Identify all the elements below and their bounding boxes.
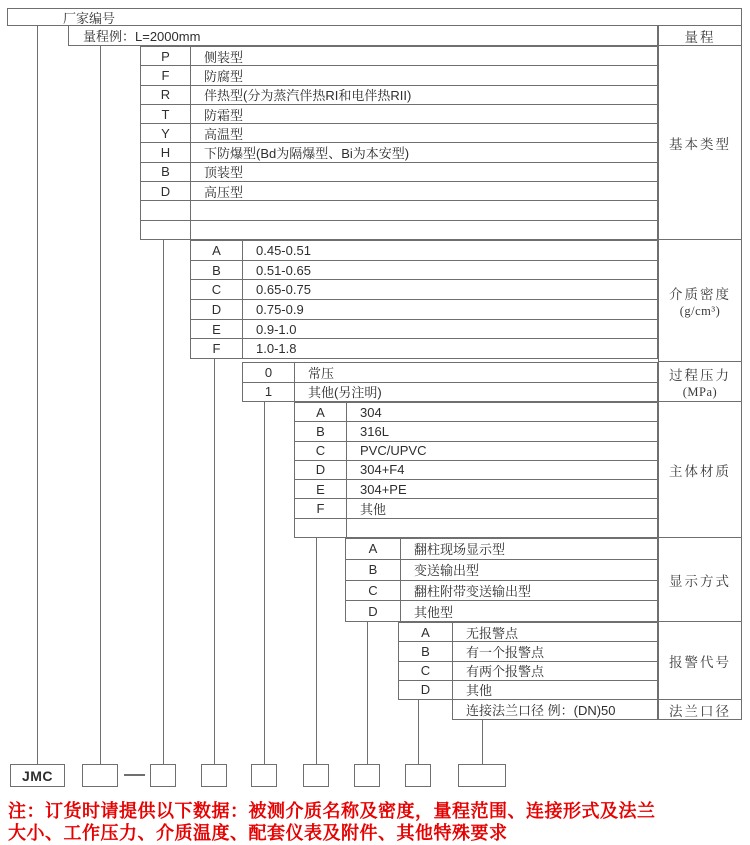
ordering-note-line1: 注：订货时请提供以下数据：被测介质名称及密度，量程范围、连接形式及法兰 [8, 801, 656, 821]
option-row [191, 260, 657, 280]
dash-separator [124, 774, 145, 776]
option-code: E [191, 320, 243, 339]
option-code: D [141, 182, 191, 200]
code-box-range [82, 764, 118, 787]
option-desc: 其他(另注明) [308, 385, 382, 401]
option-code: 1 [243, 383, 295, 402]
option-code: F [141, 66, 191, 84]
code-box-body-material [303, 764, 329, 787]
code-box-flange-size [458, 764, 506, 787]
option-row [295, 421, 657, 440]
option-row [191, 241, 657, 260]
connector-line-basic-type [163, 240, 164, 764]
option-code: C [191, 280, 243, 299]
option-desc: 其他 [360, 502, 387, 518]
option-code: 0 [243, 363, 295, 382]
option-row [295, 403, 657, 421]
side-label-medium-density: 介质密度 (g/cm³) [658, 240, 742, 362]
option-code: P [141, 47, 191, 65]
connector-line-display-mode [367, 622, 368, 764]
option-row [141, 47, 657, 65]
range-example-row [68, 25, 658, 46]
option-desc: 翻柱现场显示型 [414, 542, 506, 558]
side-label-basic-type: 基本类型 [658, 46, 742, 240]
option-code [141, 201, 191, 219]
range-example-label: 量程例：L=2000mm [83, 29, 201, 44]
connector-line-alarm-code [418, 700, 419, 764]
option-row [295, 518, 657, 537]
block-display-mode [345, 538, 658, 622]
connector-line-flange-size [482, 720, 483, 764]
option-desc: 无报警点 [466, 625, 519, 641]
side-label-medium-density-unit: (g/cm³) [679, 303, 721, 318]
option-desc: 0.51-0.65 [256, 262, 311, 278]
option-desc: 高压型 [204, 184, 244, 200]
connector-line-process-pressure [264, 402, 265, 764]
option-row [399, 641, 657, 660]
option-code: C [295, 442, 347, 460]
option-desc: 变送输出型 [414, 563, 480, 579]
option-row [141, 220, 657, 239]
option-code: A [346, 539, 401, 559]
option-code: F [295, 499, 347, 517]
option-desc: 防腐型 [204, 68, 244, 84]
option-row [141, 123, 657, 142]
option-code: T [141, 105, 191, 123]
side-label-range: 量程 [658, 25, 742, 46]
side-label-display-mode: 显示方式 [658, 538, 742, 622]
option-code: A [295, 403, 347, 421]
code-box-alarm-code [405, 764, 431, 787]
option-row [399, 680, 657, 699]
code-box-process-pressure [251, 764, 277, 787]
flange-diameter-row [452, 700, 658, 720]
option-desc: 有一个报警点 [466, 644, 545, 660]
option-row [399, 623, 657, 641]
option-row [295, 441, 657, 460]
side-label-process-pressure: 过程压力 (MPa) [658, 362, 742, 402]
option-row [141, 200, 657, 219]
option-desc: 0.65-0.75 [256, 282, 311, 298]
connector-line-manufacturer [37, 25, 38, 764]
option-desc: 下防爆型(Bd为隔爆型、Bi为本安型) [204, 146, 410, 162]
option-row [295, 498, 657, 517]
option-code: C [346, 581, 401, 601]
code-box-medium-density [201, 764, 227, 787]
block-medium-density [190, 240, 658, 359]
option-row [191, 279, 657, 299]
option-code: H [141, 143, 191, 161]
option-desc: 伴热型(分为蒸汽伴热RI和电伴热RII) [204, 88, 412, 104]
option-row [346, 580, 657, 601]
side-label-process-pressure-unit: (MPa) [682, 384, 718, 399]
option-row [141, 104, 657, 123]
option-code: D [399, 681, 453, 699]
option-code: D [295, 461, 347, 479]
code-box-display-mode [354, 764, 380, 787]
option-row [141, 142, 657, 161]
option-row [191, 299, 657, 319]
option-desc: 常压 [308, 365, 335, 381]
code-box-prefix: JMC [10, 764, 65, 787]
option-desc: 304+F4 [360, 462, 405, 478]
block-body-material [294, 402, 658, 538]
option-desc: 高温型 [204, 126, 244, 142]
option-desc: 有两个报警点 [466, 664, 545, 680]
block-basic-type [140, 46, 658, 240]
code-box-basic-type [150, 764, 176, 787]
option-desc: 0.75-0.9 [256, 301, 304, 317]
connector-line-medium-density [214, 359, 215, 764]
option-row [346, 559, 657, 580]
manufacturer-code-row [7, 8, 742, 26]
option-row [191, 338, 657, 358]
option-code [295, 519, 347, 537]
connector-line-range [100, 46, 101, 764]
option-code: A [399, 623, 453, 641]
option-code: B [191, 261, 243, 280]
option-desc: 304 [360, 404, 382, 420]
option-code: Y [141, 124, 191, 142]
option-code: F [191, 339, 243, 358]
option-desc: 翻柱附带变送输出型 [414, 583, 532, 599]
option-row [295, 460, 657, 479]
manufacturer-code-label: 厂家编号 [63, 10, 116, 26]
option-row [141, 65, 657, 84]
option-row [399, 661, 657, 680]
ordering-note [8, 800, 750, 844]
option-desc: 防霜型 [204, 107, 244, 123]
option-row [141, 181, 657, 200]
option-code: A [191, 241, 243, 260]
option-code: B [399, 642, 453, 660]
option-code: E [295, 480, 347, 498]
side-label-alarm-code: 报警代号 [658, 622, 742, 700]
block-alarm-code [398, 622, 658, 700]
option-code: D [191, 300, 243, 319]
option-code: D [346, 601, 401, 621]
option-desc: 0.45-0.51 [256, 242, 311, 258]
side-label-body-material: 主体材质 [658, 402, 742, 538]
option-code: B [295, 422, 347, 440]
option-desc [191, 221, 657, 239]
option-desc: 其他型 [414, 604, 454, 620]
option-row [141, 85, 657, 104]
flange-diameter-text: 连接法兰口径 例：(DN)50 [466, 703, 616, 718]
option-row [243, 363, 657, 382]
option-desc: 304+PE [360, 481, 407, 497]
option-desc: 1.0-1.8 [256, 341, 297, 357]
option-desc: 316L [360, 423, 389, 439]
option-code: B [346, 560, 401, 580]
option-desc: 0.9-1.0 [256, 321, 297, 337]
option-desc [191, 201, 657, 219]
option-code: R [141, 86, 191, 104]
option-row [295, 479, 657, 498]
option-row [346, 539, 657, 559]
option-desc [347, 519, 657, 537]
option-row [191, 319, 657, 339]
option-desc: PVC/UPVC [360, 443, 427, 459]
connector-line-body-material [316, 538, 317, 764]
option-code: C [399, 662, 453, 680]
option-row [243, 382, 657, 402]
option-code [141, 221, 191, 239]
side-label-flange-size: 法兰口径 [658, 700, 742, 720]
option-desc: 其他 [466, 683, 493, 699]
option-code: B [141, 163, 191, 181]
option-row [346, 600, 657, 621]
option-desc: 顶装型 [204, 165, 244, 181]
option-row [141, 162, 657, 181]
ordering-note-line2: 大小、工作压力、介质温度、配套仪表及附件、其他特殊要求 [8, 823, 508, 843]
option-desc: 侧装型 [204, 49, 244, 65]
block-process-pressure [242, 362, 658, 402]
